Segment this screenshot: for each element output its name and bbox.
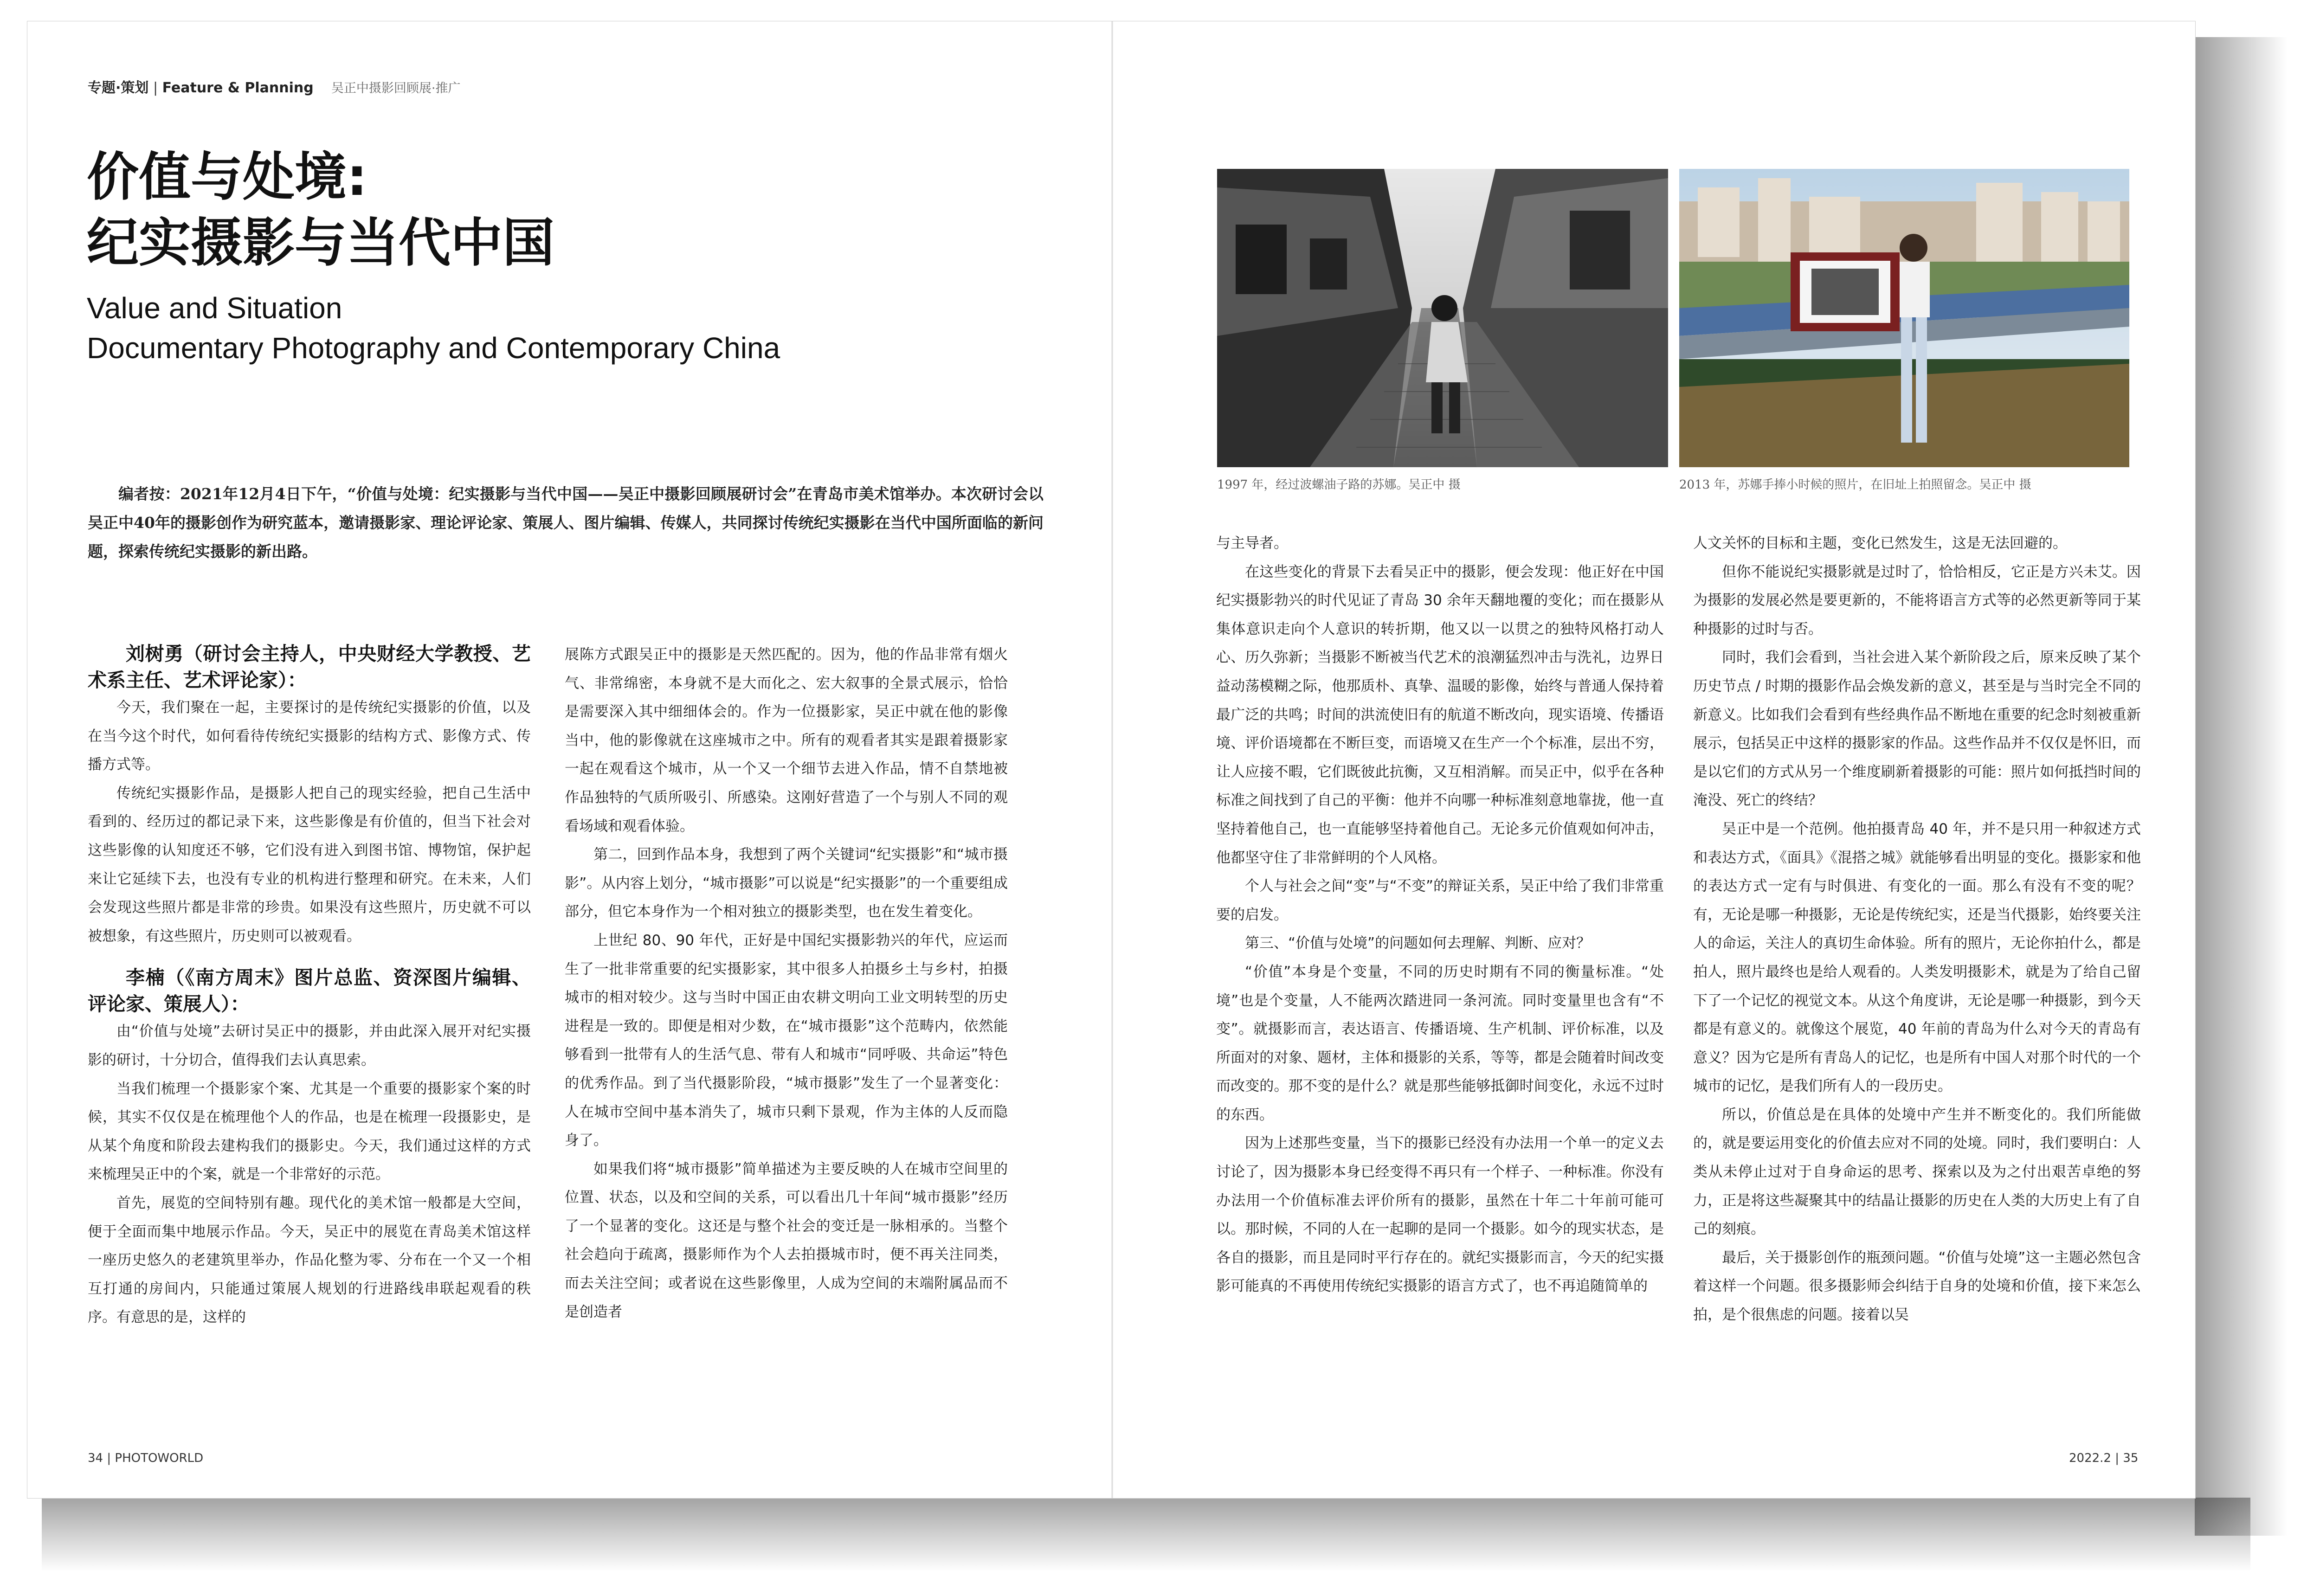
paragraph: 在这些变化的背景下去看吴正中的摄影，便会发现：他正好在中国纪实摄影勃兴的时代见证了青岛 30 余年天翻地覆的变化；而在摄影从集体意识走向个人意识的转折期，他又以一以贯之的独特风格打动人心、历久弥新；当摄影不断被当代艺术的浪潮猛烈冲击与洗礼，边界日益动荡模糊之际，他那质朴、真挚、温暖的影像，始终与普通人保持着最广泛的共鸣；时间的洪流使旧有的航道不断改向，现实语境、传播语境、评价语境都在不断巨变，而语境又在生产一个个标准，层出不穷，让人应接不暇，它们既彼此抗衡，又互相消解。而吴正中，似乎在各种标准之间找到了自己的平衡：他并不向哪一种标准刻意地靠拢，他一直坚持着他自己，也一直能够坚持着他自己。无论多元价值观如何冲击，他都坚守住了非常鲜明的个人风格。 [1216, 563, 1664, 866]
paragraph: 第三、“价值与处境”的问题如何去理解、判断、应对？ [1245, 935, 1591, 952]
photo-2013-bridge [1679, 169, 2129, 467]
paragraph: 如果我们将“城市摄影”简单描述为主要反映的人在城市空间里的位置、状态，以及和空间的关系，可以看出几十年间“城市摄影”经历了一个显著的变化。这还是与整个社会的变迁是一脉相承的。当整个社会趋向于疏离，摄影师作为个人去拍摄城市时，便不再关注同类，而去关注空间；或者说在这些影像里，人成为空间的末端附属品而不是创造者 [565, 1160, 1008, 1320]
folio-left: 34 | PHOTOWORLD [88, 1451, 204, 1465]
photo-bridge-image [1679, 169, 2129, 467]
speaker-heading-2: 李楠（《南方周末》图片总监、资深图片编辑、评论家、策展人）： [88, 966, 531, 1016]
paragraph: 展陈方式跟吴正中的摄影是天然匹配的。因为，他的作品非常有烟火气、非常绵密，本身就不是大而化之、宏大叙事的全景式展示，恰恰是需要深入其中细细体会的。作为一位摄影家，吴正中就在他的影像当中，他的影像就在这座城市之中。所有的观看者其实是跟着摄影家一起在观看这个城市，从一个又一个细节去进入作品，情不自禁地被作品独特的气质所吸引、所感染。这刚好营造了一个与别人不同的观看场域和观看体验。 [565, 646, 1008, 835]
photo-1997-alley [1217, 169, 1668, 467]
photo-2-caption: 2013 年，苏娜手捧小时候的照片，在旧址上拍照留念。吴正中 摄 [1679, 478, 2031, 492]
paragraph: 人文关怀的目标和主题，变化已然发生，这是无法回避的。 [1693, 535, 2067, 552]
title-zh-line-1: 价值与处境: [87, 147, 367, 207]
paragraph: 所以，价值总是在具体的处境中产生并不断变化的。我们所能做的，就是要运用变化的价值去应对不同的处境。同时，我们要明白：人类从未停止过对于自身命运的思考、探索以及为之付出艰苦卓绝的努力，正是将这些凝聚其中的结晶让摄影的历史在人类的大历史上有了自己的刻痕。 [1693, 1106, 2141, 1238]
column-1 [88, 641, 531, 1439]
paragraph: 同时，我们会看到，当社会进入某个新阶段之后，原来反映了某个历史节点 / 时期的摄影作品会焕发新的意义，甚至是与当时完全不同的新意义。比如我们会看到有些经典作品不断地在重要的纪念时刻被重新展示，包括吴正中这样的摄影家的作品。这些作品并不仅仅是怀旧，而是以它们的方式从另一个维度刷新着摄影的可能：照片如何抵挡时间的淹没、死亡的终结？ [1693, 649, 2141, 809]
header-section-en: Feature & Planning [162, 80, 314, 96]
issue-number: 2022.2 [2069, 1451, 2111, 1465]
column-3 [1216, 529, 1664, 1439]
paragraph: 由“价值与处境”去研讨吴正中的摄影，并由此深入展开对纪实摄影的研讨，十分切合，值得我们去认真思索。 [88, 1023, 531, 1068]
photo-1-caption: 1997 年，经过波螺油子路的苏娜。吴正中 摄 [1217, 478, 1461, 492]
paragraph: 当我们梳理一个摄影家个案、尤其是一个重要的摄影家个案的时候，其实不仅仅是在梳理他个人的作品，也是在梳理一段摄影史，是从某个角度和阶段去建构我们的摄影史。今天，我们通过这样的方式来梳理吴正中的个案，就是一个非常好的示范。 [88, 1080, 531, 1183]
paragraph: 但你不能说纪实摄影就是过时了，恰恰相反，它正是方兴未艾。因为摄影的发展必然是要更新的，不能将语言方式等的必然更新等同于某种摄影的过时与否。 [1693, 563, 2141, 637]
title-chinese [87, 144, 876, 279]
title-english [87, 288, 1015, 381]
header-subsection: 吴正中摄影回顾展·推广 [331, 81, 461, 96]
paragraph: 个人与社会之间“变”与“不变”的辩证关系，吴正中给了我们非常重要的启发。 [1216, 878, 1664, 923]
title-en-line-2: Documentary Photography and Contemporary China [87, 331, 780, 365]
magazine-spread [27, 21, 2196, 1499]
speaker-heading-1: 刘树勇（研讨会主持人，中央财经大学教授、艺术系主任、艺术评论家）： [88, 643, 531, 691]
paragraph: 第二，回到作品本身，我想到了两个关键词“纪实摄影”和“城市摄影”。从内容上划分，“城市摄影”可以说是“纪实摄影”的一个重要组成部分，但它本身作为一个相对独立的摄影类型，也在发生着变化。 [565, 846, 1008, 920]
page-shadow-right [2195, 37, 2288, 1536]
page-shadow-bottom [42, 1498, 2250, 1572]
magazine-name: PHOTOWORLD [115, 1451, 204, 1465]
title-zh-line-2: 纪实摄影与当代中国 [87, 213, 554, 273]
paragraph: 吴正中是一个范例。他拍摄青岛 40 年，并不是只用一种叙述方式和表达方式，《面具》《混搭之城》就能够看出明显的变化。摄影家和他的表达方式一定有与时俱进、有变化的一面。那么有没有不变的呢？有，无论是哪一种摄影，无论是传统纪实，还是当代摄影，始终要关注人的命运，关注人的真切生命体验。所有的照片，无论你拍什么，都是拍人，照片最终也是给人观看的。人类发明摄影术，就是为了给自己留下了一个记忆的视觉文本。从这个角度讲，无论是哪一种摄影，到今天都是有意义的。就像这个展览，40 年前的青岛为什么对今天的青岛有意义？因为它是所有青岛人的记忆，也是所有中国人对那个时代的一个城市的记忆，是我们所有人的一段历史。 [1693, 820, 2141, 1095]
page-number-right: 35 [2123, 1451, 2139, 1465]
spine-gutter [1111, 21, 1113, 1498]
running-header: 专题·策划 | Feature & Planning 吴正中摄影回顾展·推广 [88, 80, 461, 96]
column-4 [1693, 529, 2141, 1439]
column-2 [565, 641, 1008, 1439]
paragraph: 因为上述那些变量，当下的摄影已经没有办法用一个单一的定义去讨论了，因为摄影本身已经变得不再只有一个样子、一种标准。你没有办法用一个价值标准去评价所有的摄影，虽然在十年二十年前可能可以。那时候，不同的人在一起聊的是同一个摄影。如今的现实状态，是各自的摄影，而且是同时平行存在的。就纪实摄影而言，今天的纪实摄影可能真的不再使用传统纪实摄影的语言方式了，也不再追随简单的 [1216, 1135, 1664, 1295]
paragraph: 最后，关于摄影创作的瓶颈问题。“价值与处境”这一主题必然包含着这样一个问题。很多摄影师会纠结于自身的处境和价值，接下来怎么拍，是个很焦虑的问题。接着以吴 [1693, 1249, 2141, 1324]
paragraph: 传统纪实摄影作品，是摄影人把自己的现实经验，把自己生活中看到的、经历过的都记录下来，这些影像是有价值的，但当下社会对这些影像的认知度还不够，它们没有进入到图书馆、博物馆，保护起来让它延续下去，也没有专业的机构进行整理和研究。在未来，人们会发现这些照片都是非常的珍贵。如果没有这些照片，历史就不可以被想象，有这些照片，历史则可以被观看。 [88, 785, 531, 945]
folio-right: 2022.2 | 35 [2069, 1451, 2139, 1465]
header-section: 专题·策划 [88, 80, 149, 96]
paragraph: 今天，我们聚在一起，主要探讨的是传统纪实摄影的价值，以及在当今这个时代，如何看待传统纪实摄影的结构方式、影像方式、传播方式等。 [88, 699, 531, 773]
photo-alley-image [1217, 169, 1668, 467]
page-number-left: 34 [88, 1451, 103, 1465]
editor-note: 编者按：2021年12月4日下午，“价值与处境：纪实摄影与当代中国——吴正中摄影回顾展研讨会”在青岛市美术馆举办。本次研讨会以吴正中40年的摄影创作为研究蓝本，邀请摄影家、理论评论家、策展人、图片编辑、传媒人，共同探讨传统纪实摄影在当代中国所面临的新问题，探索传统纪实摄影的新出路。 [88, 485, 1044, 560]
paragraph: 与主导者。 [1216, 535, 1288, 552]
title-en-line-1: Value and Situation [87, 291, 342, 325]
paragraph: “价值”本身是个变量，不同的历史时期有不同的衡量标准。“处境”也是个变量，人不能两次踏进同一条河流。同时变量里也含有“不变”。就摄影而言，表达语言、传播语境、生产机制、评价标准，以及所面对的对象、题材，主体和摄影的关系，等等，都是会随着时间改变而改变的。那不变的是什么？就是那些能够抵御时间变化，永远不过时的东西。 [1216, 963, 1664, 1123]
paragraph: 上世纪 80、90 年代，正好是中国纪实摄影勃兴的年代，应运而生了一批非常重要的纪实摄影家，其中很多人拍摄乡土与乡村，拍摄城市的相对较少。这与当时中国正由农耕文明向工业文明转型的历史进程是一致的。即便是相对少数，在“城市摄影”这个范畴内，依然能够看到一批带有人的生活气息、带有人和城市“同呼吸、共命运”特色的优秀作品。到了当代摄影阶段，“城市摄影”发生了一个显著变化：人在城市空间中基本消失了，城市只剩下景观，作为主体的人反而隐身了。 [565, 932, 1008, 1149]
paragraph: 首先，展览的空间特别有趣。现代化的美术馆一般都是大空间，便于全面而集中地展示作品。今天，吴正中的展览在青岛美术馆这样一座历史悠久的老建筑里举办，作品化整为零、分布在一个又一个相互打通的房间内，只能通过策展人规划的行进路线串联起观看的秩序。有意思的是，这样的 [88, 1194, 531, 1326]
